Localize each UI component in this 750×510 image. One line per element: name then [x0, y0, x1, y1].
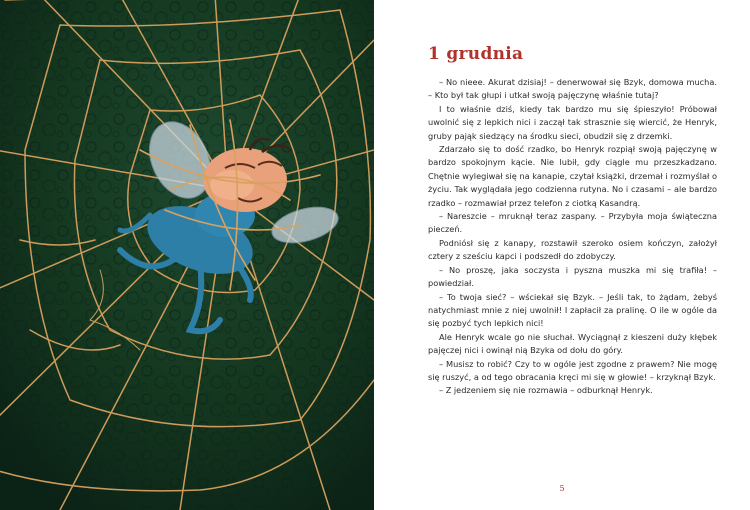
- paragraph: – Musisz to robić? Czy to w ogóle jest zgodne z prawem? Nie mogę się ruszyć, a od tego obracania kręci mi się w głowie! – krzyknął Bzyk.: [428, 358, 717, 382]
- paragraph: I to właśnie dziś, kiedy tak bardzo mu się śpieszyło! Próbował uwolnić się z lepkich nici i zaczął tak strasznie się wiercić, że Henryk, gruby pająk siedzący na środku sieci, obudził się z drzemki.: [428, 103, 717, 141]
- spider-web-illustration: [0, 0, 374, 510]
- text-page: [374, 0, 750, 510]
- paragraph: Ale Henryk wcale go nie słuchał. Wyciągnął z kieszeni duży kłębek pajęczej nici i owinął nią Bzyka od dołu do góry.: [428, 331, 717, 356]
- page-number: 5: [559, 484, 565, 493]
- paragraph: Podniósł się z kanapy, rozstawił szeroko osiem kończyn, założył cztery z sześciu kapci i podszedł do zdobyczy.: [428, 237, 717, 262]
- story-text: [428, 76, 717, 398]
- chapter-title: 1 grudnia: [428, 44, 524, 64]
- paragraph: – To twoja sieć? – wściekał się Bzyk. – Jeśli tak, to żądam, żebyś natychmiast mnie z niej uwolnił! I zapłacił za pralinę. O ile w ogóle da się pozbyć tych lepkich nici!: [428, 291, 717, 329]
- paragraph: – No nieee. Akurat dzisiaj! – denerwował się Bzyk, domowa mucha. – Kto był tak głupi i utkał swoją pajęczynę właśnie tutaj?: [428, 77, 717, 101]
- paragraph: – Nareszcie – mruknął teraz zaspany. – Przybyła moja świąteczna pieczeń.: [428, 211, 717, 235]
- paragraph: Zdarzało się to dość rzadko, bo Henryk rozpiął swoją pajęczynę w bardzo spokojnym kącie. Nie lubił, gdy ciągle mu przeszkadzano. Chętnie wylegiwał się na kanapie, czytał książki, drzemał i rozmyślał o życiu. Tak wyglądała jego codzienna rutyna. No i czasami – ale bardzo rzadko – rozmawiał przez telefon z ciotką Kasandrą.: [428, 144, 717, 208]
- paragraph: – Z jedzeniem się nie rozmawia – odburknął Henryk.: [439, 385, 653, 396]
- paragraph: – No proszę, jaka soczysta i pyszna muszka mi się trafiła! – powiedział.: [428, 264, 717, 289]
- illustration-page: [0, 0, 374, 510]
